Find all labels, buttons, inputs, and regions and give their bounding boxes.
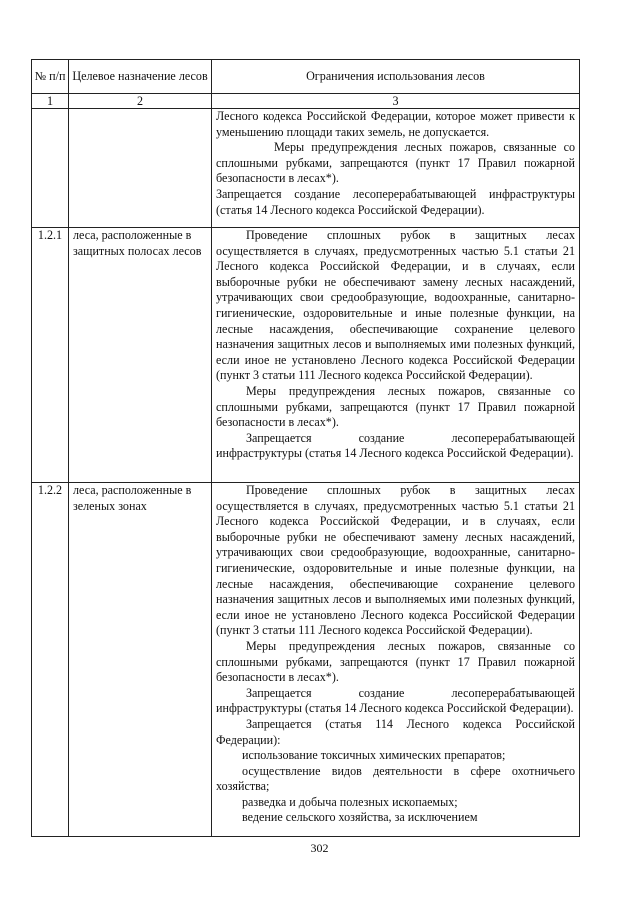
table-row (32, 228, 580, 483)
header-restrictions: Ограничения использования лесов (212, 60, 580, 94)
row-purpose-cell: леса, расположенные в зеленых зонах (69, 483, 212, 837)
restriction-paragraph: Проведение сплошных рубок в защитных лесах осуществляется в случаях, предусмотренных частью 5.1 статьи 21 Лесного кодекса Российской Федерации, и в случаях, если выборочные рубки не обеспечивают замену лесных насаждений, утрачивающих свои средообразующие, водоохранные, санитарно-гигиенические, оздоровительные и иные полезные функции, на лесные насаждения, обеспечивающие сохранение целевого назначения защитных лесов и выполняемых ими полезных функций, если иное не установлено Лесного кодекса Российской Федерации (пункт 3 статьи 111 Лесного кодекса Российской Федерации). (216, 228, 575, 383)
restriction-paragraph: Запрещается создание лесоперерабатывающей инфраструктуры (статья 14 Лесного кодекса Российской Федерации). (216, 186, 575, 217)
restriction-list-item: использование токсичных химических препаратов; (242, 748, 506, 763)
restriction-paragraph: Лесного кодекса Российской Федерации, которое может привести к уменьшению площади таких земель, не допускается. (216, 109, 575, 139)
page-number: 302 (310, 841, 329, 855)
restriction-paragraph: Меры предупреждения лесных пожаров, связанные со сплошными рубками, запрещаются (пункт 17 Правил пожарной безопасности в лесах*). (216, 638, 575, 685)
row-number-cell: 1.2.1 (32, 228, 69, 483)
header-num: № п/п (32, 60, 69, 94)
restriction-list-item: осуществление видов деятельности в сфере охотничьего хозяйства; (216, 763, 575, 794)
row-restrictions-cell (212, 109, 580, 228)
row-purpose-cell (69, 109, 212, 228)
column-number: 1 (32, 94, 69, 109)
restriction-paragraph: Проведение сплошных рубок в защитных лесах осуществляется в случаях, предусмотренных частью 5.1 статьи 21 Лесного кодекса Российской Федерации, и в случаях, если выборочные рубки не обеспечивают замену лесных насаждений, утрачивающих свои средообразующие, водоохранные, санитарно-гигиенические, оздоровительные и иные полезные функции, на лесные насаждения, обеспечивающие сохранение целевого назначения защитных лесов и выполняемых ими полезных функций, если иное не установлено Лесного кодекса Российской Федерации (пункт 3 статьи 111 Лесного кодекса Российской Федерации). (216, 483, 575, 638)
row-restrictions-cell (212, 228, 580, 483)
table-row (32, 483, 580, 837)
header-purpose: Целевое назначение лесов (69, 60, 212, 94)
restriction-list-item: разведка и добыча полезных ископаемых; (242, 794, 458, 809)
column-number: 2 (69, 94, 212, 109)
table-header-row (32, 60, 580, 94)
forest-restrictions-table (31, 59, 580, 837)
restriction-paragraph: Запрещается (статья 114 Лесного кодекса Российской Федерации): (216, 716, 575, 747)
restriction-paragraph: Запрещается создание лесоперерабатывающей инфраструктуры (статья 14 Лесного кодекса Российской Федерации). (216, 685, 575, 716)
column-number: 3 (212, 94, 580, 109)
restriction-paragraph: Меры предупреждения лесных пожаров, связанные со сплошными рубками, запрещаются (пункт 17 Правил пожарной безопасности в лесах*). (216, 140, 575, 186)
restriction-paragraph: Запрещается создание лесоперерабатывающей инфраструктуры (статья 14 Лесного кодекса Российской Федерации). (216, 430, 575, 461)
row-purpose-cell: леса, расположенные в защитных полосах лесов (69, 228, 212, 483)
row-restrictions-cell (212, 483, 580, 837)
row-number-cell (32, 109, 69, 228)
table-row-continuation (32, 109, 580, 228)
restriction-list-item: ведение сельского хозяйства, за исключением (242, 810, 478, 825)
column-number-row (32, 94, 580, 109)
row-number-cell: 1.2.2 (32, 483, 69, 837)
restriction-paragraph: Меры предупреждения лесных пожаров, связанные со сплошными рубками, запрещаются (пункт 17 Правил пожарной безопасности в лесах*). (216, 383, 575, 430)
